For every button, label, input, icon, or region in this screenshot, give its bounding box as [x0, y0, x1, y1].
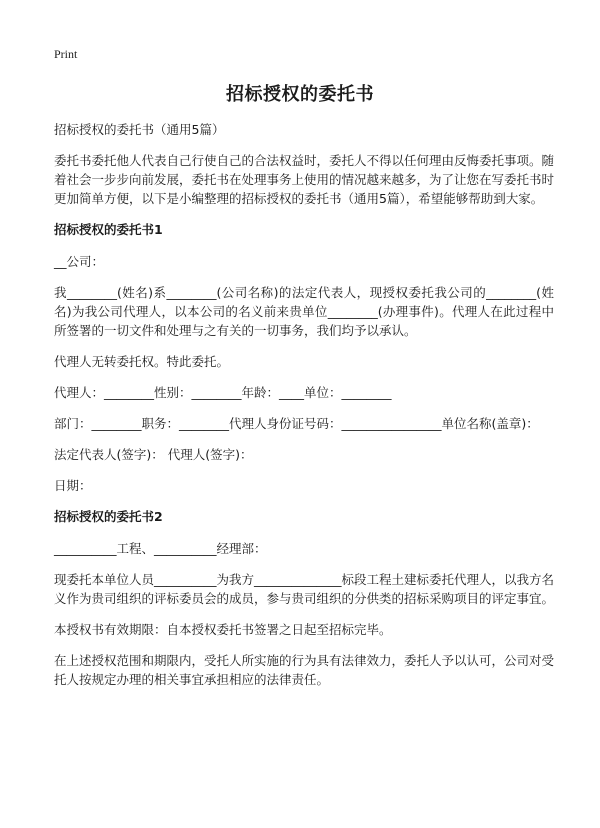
section-1-date: 日期： — [54, 478, 92, 493]
document-subtitle: 招标授权的委托书（通用5篇） — [54, 122, 225, 137]
page-title: 招标授权的委托书 — [226, 84, 374, 105]
section-1-company-line: __公司： — [54, 254, 105, 269]
section-1-agent-info: 代理人：________性别：________年龄：____单位：________ — [54, 385, 392, 400]
section-1-signatures: 法定代表人(签字)： 代理人(签字)： — [54, 447, 253, 462]
section-1-heading: 招标授权的委托书1 — [54, 222, 163, 237]
section-2-scope: 在上述授权范围和期限内，受托人所实施的行为具有法律效力，委托人予以认可，公司对受托人按规定办理的相关事宜承担相应的法律责任。 — [54, 653, 555, 687]
section-2-validity: 本授权书有效期限：自本授权委托书签署之日起至招标完毕。 — [54, 622, 392, 637]
section-2-body: 现委托本单位人员__________为我方______________标段工程土建标委托代理人，以我方名义作为贵司组织的评标委员会的成员，参与贵司组织的分供类的招标采购项目的评定事宜。 — [54, 572, 555, 606]
section-2-project-line: __________工程、__________经理部： — [54, 541, 267, 556]
document-body — [54, 120, 554, 701]
intro-paragraph: 委托书委托他人代表自己行使自己的合法权益时，委托人不得以任何理由反悔委托事项。随着社会一步步向前发展，委托书在处理事务上使用的情况越来越多，为了让您在写委托书时更加简单方便，以下是小编整理的招标授权的委托书（通用5篇），希望能够帮助到大家。 — [54, 153, 555, 206]
section-1-non-transfer: 代理人无转委托权。特此委托。 — [54, 354, 230, 369]
print-link[interactable]: Print — [54, 47, 78, 61]
section-1-body: 我________(姓名)系________(公司名称)的法定代表人，现授权委托我公司的________(姓名)为我公司代理人，以本公司的名义前来贵单位________(办理事件)。代理人在此过程中所签署的一切文件和处理与之有关的一切事务，我们均予以承认。 — [54, 285, 554, 338]
section-2-heading: 招标授权的委托书2 — [54, 509, 163, 524]
section-1-dept-info: 部门：________职务：________代理人身份证号码：________________单位名称(盖章)： — [54, 416, 539, 431]
